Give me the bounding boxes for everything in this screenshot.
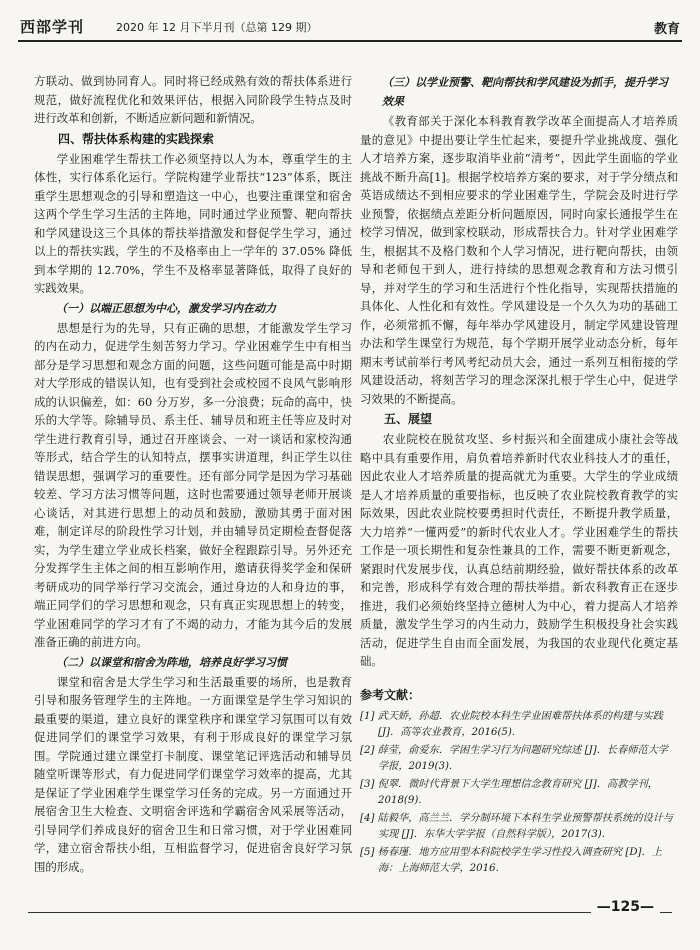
- footer-rule: [28, 912, 672, 913]
- running-header: [18, 14, 682, 42]
- reference-item: [2] 薛莹，俞爱东．学困生学习行为问题研究综述 [J]．长春师范大学学报，2019(3).: [360, 744, 668, 772]
- subsection-heading-3: （三）以学业预警、靶向帮扶和学风建设为抓手，提升学习效果: [382, 76, 668, 108]
- subsection-heading-1: （一）以端正思想为中心，激发学习内在动力: [56, 301, 276, 315]
- section-label: 教育: [653, 22, 680, 37]
- page-number: —125—: [591, 899, 660, 915]
- paragraph: 方联动、做到协同育人。同时将已经成熟有效的帮扶体系进行规范，做好流程优化和效果评估，根据入同阶段学生特点及时进行改革和创新，不断适应新问题和新情况。: [34, 74, 352, 125]
- paragraph: 学业困难学生帮扶工作必须坚持以人为本，尊重学生的主体性，实行体系化运行。学院构建学业帮扶“123”体系，既注重学生思想观念的引导和塑造这一中心，也要注重课堂和宿舍这两个学生学习生活的主阵地，同时通过学业预警、靶向帮扶和学风建设这三个具体的帮扶举措激发和督促学生学习，通过以上的帮扶实践，学生的不及格率由上一学年的 37.05% 降低到本学期的 12.70%，学生不及格率显著降低，取得了良好的实践效果。: [34, 151, 352, 295]
- right-column: [360, 72, 678, 879]
- subsection-heading-2: （二）以课堂和宿舍为阵地，培养良好学习习惯: [56, 655, 287, 669]
- references-list: [360, 709, 678, 878]
- reference-item: [5] 杨春瑾．地方应用型本科院校学生学习性投入调查研究 [D]．上海：上海师范大学，2016.: [360, 846, 662, 874]
- paragraph: 农业院校在脱贫攻坚、乡村振兴和全面建成小康社会等战略中具有重要作用，肩负着培养新时代农业科技人才的重任，因此农业人才培养质量的提高就尤为重要。大学生的学业成绩是人才培养质量的重要指标，也反映了农业院校教育教学的实际效果，因此农业院校要勇担时代责任，不断提升教学质量，大力培养“一懂两爱”的新时代农业人才。学业困难学生的帮扶工作是一项长期性和复杂性兼具的工作，需要不断更新观念，紧跟时代发展步伐，认真总结前期经验，做好帮扶体系的改革和完善，形成科学有效合理的帮扶举措。新农科教育正在逐步推进，我们必须始终坚持立德树人为中心，着力提高人才培养质量，激发学生学习的内生动力，鼓励学生积极投身社会实践活动，促进学生自由而全面发展，为我国的农业现代化奠定基础。: [360, 432, 678, 668]
- issue-info: 2020 年 12 月下半月刊（总第 129 期）: [116, 21, 318, 34]
- left-column: [34, 72, 352, 876]
- reference-item: [4] 陆毅华，高兰兰．学分制环境下本科生学业预警帮扶系统的设计与实现 [J]．东华大学学报（自然科学版），2017(3).: [360, 812, 674, 840]
- journal-logo: 西部学刊: [20, 18, 85, 36]
- references-title: 参考文献：: [360, 687, 421, 702]
- paragraph: 《教育部关于深化本科教育教学改革全面提高人才培养质量的意见》中提出要让学生忙起来，要提升学业挑战度、强化人才培养方案，逐步取消毕业前“清考”，因此学生面临的学业挑战不断升高[1]。根据学校培养方案的要求，对于学分绩点和英语成绩达不到相应要求的学业困难学生，学院会及时进行学业预警，依据绩点差距分析问题原因，同时向家长通报学生在校学习情况，做到家校联动，形成帮扶合力。针对学业困难学生，根据其不及格门数和个人学习情况，进行靶向帮扶，由领导和老师包干到人，进行持续的思想观念教育和方法习惯引导，并对学生的学习和生活进行个性化指导，实现帮扶措施的具体化、人性化和有效性。学风建设是一个久久为功的基础工作，必须常抓不懈，每年举办学风建设月，制定学风建设管理办法和学生课堂行为规范，每个学期开展学业动态分析，每年期末考试前举行考风考纪动员大会，通过一系列互相衔接的学风建设活动，将刻苦学习的理念深深扎根于学生心中，促进学习效果的不断提高。: [360, 114, 678, 406]
- section-heading-4: 四、帮扶体系构建的实践探索: [58, 131, 215, 146]
- paragraph: 思想是行为的先导，只有正确的思想，才能激发学生学习的内在动力，促进学生刻苦努力学习。学业困难学生中有相当部分是学习思想和观念方面的问题，这些问题可能是高中时期对大学形成的错误认知，也有受到社会或校园不良风气影响形成的认识偏差，如：60 分万岁，多一分浪费；玩命的高中，快乐的大学等。除辅导员、系主任、辅导员和班主任等应及时对学生进行教育引导，通过召开座谈会、一对一谈话和家校沟通等形式，结合学生的认知特点，摆事实讲道理，纠正学生以往错误思想，强调学习的重要性。还有部分同学是因为学习基础较差、学习方法习惯等问题，这时也需要通过领导老师开展谈心谈话，对其进行思想上的动员和鼓励，激励其勇于面对困难，制定详尽的阶段性学习计划，并由辅导员定期检查督促落实，为学生建立学业成长档案，做好全程跟踪引导。另外还充分发挥学生主体之间的相互影响作用，邀请获得奖学金和保研考研成功的同学举行学习交流会，通过身边的人和身边的事，端正同学们的学习思想和观念，只有真正实现思想上的转变，学业困难同学的学习才有了不竭的动力，才能为其今后的发展准备正确的前进方向。: [34, 320, 352, 649]
- paragraph: 课堂和宿舍是大学生学习和生活最重要的场所，也是教育引导和服务管理学生的主阵地。一方面课堂是学生学习知识的最重要的渠道，建立良好的课堂秩序和课堂学习氛围可以有效促进同学们的课堂学习效果，有利于形成良好的课堂学习氛围。学院通过建立课堂打卡制度、课堂笔记评选活动和辅导员随堂听课等形式，有力促进同学们课堂学习效率的提高，尤其是保证了学业困难学生课堂学习任务的完成。另一方面通过开展宿舍卫生大检查、文明宿舍评选和学霸宿舍风采展等活动，引导同学们养成良好的宿舍卫生和日常习惯，对于学业困难同学，建立宿舍帮扶小组，互相监督学习，促进宿舍良好学习氛围的形成。: [34, 674, 352, 874]
- section-heading-5: 五、展望: [384, 412, 433, 426]
- reference-item: [3] 倪翠．微时代背景下大学生理想信念教育研究 [J]．高教学刊，2018(9).: [360, 778, 658, 806]
- reference-item: [1] 武天娇，孙超．农业院校本科生学业困难帮扶体系的构建与实践 [J]．高等农业教育，2016(5).: [360, 710, 663, 738]
